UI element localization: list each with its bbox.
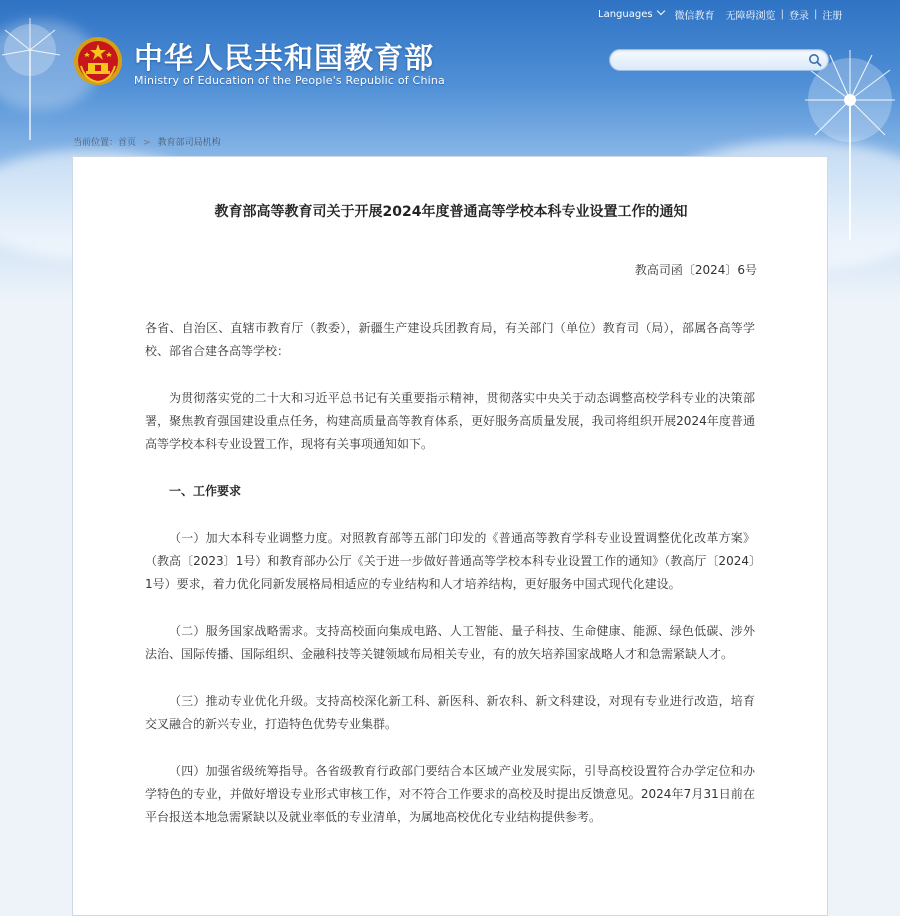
separator: | — [780, 8, 784, 20]
requirement-paragraph-2: （二）服务国家战略需求。支持高校面向集成电路、人工智能、量子科技、生命健康、能源、绿色低碳、涉外法治、国际传播、国际组织、金融科技等关键领域布局相关专业，有的放矢培养国家战略人才和急需紧缺人才。 — [145, 624, 755, 661]
chevron-down-icon — [656, 7, 664, 15]
requirement-paragraph-4: （四）加强省级统筹指导。各省级教育行政部门要结合本区域产业发展实际，引导高校设置符合办学定位和办学特色的专业，并做好增设专业形式审核工作，对不符合工作要求的高校及时提出反馈意见。2024年7月31日前在平台报送本地急需紧缺以及就业率低的专业清单，为属地高校优化专业结构提供参考。 — [145, 764, 755, 824]
search-box — [609, 49, 829, 71]
article-body — [145, 317, 755, 853]
separator: | — [813, 8, 818, 20]
breadcrumb-section-link[interactable]: 教育部司局机构 — [157, 138, 221, 148]
top-links-bar — [598, 7, 842, 21]
salutation-paragraph: 各省、自治区、直辖市教育厅（教委），新疆生产建设兵团教育局，有关部门（单位）教育司（局），部属各高等学校、部省合建各高等学校： — [145, 321, 755, 358]
wechat-education-link[interactable]: 微信教育 — [674, 10, 715, 22]
requirement-paragraph-3: （三）推动专业优化升级。支持高校深化新工科、新医科、新农科、新文科建设，对现有专业进行改造，培育交叉融合的新兴专业，打造特色优势专业集群。 — [145, 694, 755, 731]
dandelion-icon — [0, 10, 70, 140]
login-link[interactable]: 登录 — [788, 10, 809, 22]
search-input[interactable] — [620, 52, 804, 70]
article-title: 教育部高等教育司关于开展2024年度普通高等学校本科专业设置工作的通知 — [214, 204, 688, 220]
register-link[interactable]: 注册 — [822, 10, 843, 22]
breadcrumb-label: 当前位置： — [73, 138, 119, 148]
section-heading: 一、工作要求 — [169, 484, 242, 498]
article-panel — [72, 156, 828, 916]
breadcrumb — [73, 135, 221, 148]
languages-link[interactable]: Languages — [598, 8, 664, 20]
breadcrumb-arrow-icon: > — [143, 138, 151, 148]
document-number: 教高司函〔2024〕6号 — [634, 263, 757, 277]
national-emblem-icon[interactable] — [73, 36, 123, 86]
requirement-paragraph-1: （一）加大本科专业调整力度。对照教育部等五部门印发的《普通高等教育学科专业设置调整优化改革方案》（教高〔2023〕1号）和教育部办公厅《关于进一步做好普通高等学校本科专业设置工作的通知》（教高厅〔2024〕1号）要求，着力优化同新发展格局相适应的专业结构和人才培养结构，更好服务中国式现代化建设。 — [145, 531, 755, 591]
search-icon[interactable] — [808, 53, 822, 67]
intro-paragraph: 为贯彻落实党的二十大和习近平总书记有关重要指示精神，贯彻落实中央关于动态调整高校学科专业的决策部署，聚焦教育强国建设重点任务，构建高质量高等教育体系，更好服务高质量发展，我司将组织开展2024年度普通高等学校本科专业设置工作，现将有关事项通知如下。 — [145, 391, 755, 451]
breadcrumb-home-link[interactable]: 首页 — [118, 138, 137, 148]
site-subtitle: Ministry of Education of the People's Republic of China — [134, 74, 445, 87]
accessibility-link[interactable]: 无障碍浏览 — [725, 10, 776, 22]
site-title[interactable]: 中华人民共和国教育部 — [134, 41, 435, 75]
